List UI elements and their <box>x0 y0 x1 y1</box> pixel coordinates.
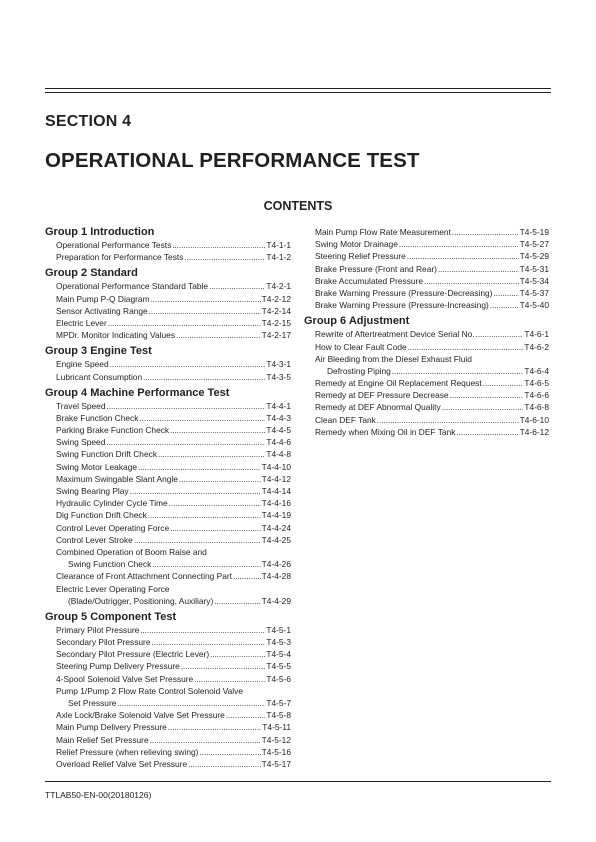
toc-entry-page: T4-4-3 <box>266 412 291 423</box>
toc-entry-page: T4-4-14 <box>261 486 291 496</box>
toc-entry[interactable] <box>304 226 549 238</box>
toc-dot-leader <box>181 661 266 673</box>
toc-dot-leader <box>169 498 261 510</box>
toc-entry[interactable] <box>45 412 291 424</box>
toc-entry-page: T4-4-6 <box>266 437 291 448</box>
toc-group-heading: Group 5 Component Test <box>45 610 177 623</box>
toc-entry-title: Electric Lever Operating Force <box>56 583 170 594</box>
toc-dot-leader <box>226 710 266 722</box>
toc-entry-title: Air Bleeding from the Diesel Exhaust Fluid <box>315 353 472 364</box>
toc-dot-leader <box>209 281 265 293</box>
toc-dot-leader <box>184 252 265 264</box>
toc-entry[interactable] <box>45 251 291 263</box>
toc-dot-leader <box>143 372 265 384</box>
toc-dot-leader <box>456 427 518 439</box>
toc-entry-title: Brake Pressure (Front and Rear) <box>315 263 437 274</box>
toc-entry-title: Pump 1/Pump 2 Flow Rate Control Solenoid Valve <box>56 685 243 696</box>
toc-entry[interactable] <box>45 721 291 733</box>
toc-entry-page: T4-5-17 <box>261 758 291 769</box>
toc-entry-page: T4-1-1 <box>266 240 291 250</box>
toc-group-heading: Group 2 Standard <box>45 267 138 280</box>
toc-entry[interactable] <box>45 497 291 509</box>
toc-entry-title: Remedy at Engine Oil Replacement Request <box>315 378 482 389</box>
toc-entry-title: Rewrite of Aftertreatment Device Serial No. <box>315 329 475 340</box>
toc-entry-title: Operational Performance Tests <box>56 240 172 250</box>
toc-dot-leader <box>170 523 261 535</box>
toc-entry-page: T4-6-12 <box>519 426 549 437</box>
toc-entry-title: Remedy at DEF Abnormal Quality <box>315 402 441 413</box>
toc-entry-page: T4-4-10 <box>261 461 291 472</box>
toc-entry[interactable] <box>45 358 291 370</box>
contents-heading: CONTENTS <box>263 199 333 213</box>
toc-entry-title: Primary Pilot Pressure <box>56 624 140 635</box>
toc-entry[interactable] <box>45 648 291 660</box>
toc-entry[interactable] <box>304 299 549 311</box>
toc-entry-title: Travel Speed <box>56 400 106 411</box>
footer-code: TTLAB50-EN-00(20180126) <box>45 790 152 800</box>
toc-group-heading: Group 1 Introduction <box>45 226 155 238</box>
toc-entry-page: T4-2-12 <box>261 293 291 304</box>
toc-entry[interactable] <box>45 697 291 709</box>
toc-entry-title: Steering Relief Pressure <box>315 251 406 262</box>
toc-dot-leader <box>158 449 265 461</box>
toc-entry-title: Swing Function Drift Check <box>56 449 158 460</box>
toc-entry-title: Set Pressure <box>68 698 117 708</box>
toc-group-heading: Group 3 Engine Test <box>45 345 152 358</box>
toc-entry[interactable] <box>45 329 291 341</box>
toc-entry-page: T4-4-8 <box>266 449 291 460</box>
toc-entry[interactable] <box>45 624 291 636</box>
toc-entry-page: T4-5-34 <box>519 275 549 286</box>
toc-entry-title: Remedy at DEF Pressure Decrease <box>315 390 449 401</box>
toc-dot-leader <box>490 300 519 312</box>
toc-entry[interactable] <box>45 709 291 721</box>
toc-entry-title: Relief Pressure (when relieving swing) <box>56 746 199 757</box>
toc-entry-title: Main Relief Set Pressure <box>56 734 149 745</box>
toc-entry-page: T4-2-14 <box>261 305 291 316</box>
toc-entry-title: Parking Brake Function Check <box>56 425 170 436</box>
toc-entry[interactable] <box>304 263 549 275</box>
toc-entry-title: Main Pump Flow Rate Measurement <box>315 227 451 237</box>
toc-entry[interactable] <box>304 389 549 401</box>
toc-dot-leader <box>140 625 265 637</box>
toc-entry-page: T4-4-16 <box>261 498 291 509</box>
toc-entry[interactable] <box>304 341 549 353</box>
toc-entry-page: T4-4-25 <box>261 534 291 545</box>
toc-entry-page: T4-1-2 <box>266 252 291 263</box>
toc-entry-title: Sensor Activating Range <box>56 305 148 316</box>
toc-entry-title: Lubricant Consumption <box>56 371 143 382</box>
toc-entry-page: T4-3-5 <box>266 371 291 382</box>
toc-entry-title: Combined Operation of Boom Raise and <box>56 546 207 557</box>
toc-entry[interactable] <box>304 250 549 262</box>
toc-entry-title: Axle Lock/Brake Solenoid Valve Set Pressure <box>56 710 225 721</box>
toc-entry-title: Brake Warning Pressure (Pressure-Decreasing) <box>315 287 493 298</box>
toc-dot-leader <box>438 264 519 276</box>
toc-entry-title: Overload Relief Valve Set Pressure <box>56 758 188 769</box>
toc-entry-title: Swing Motor Drainage <box>315 239 398 250</box>
toc-entry[interactable] <box>304 238 549 250</box>
toc-entry-title: Dig Function Drift Check <box>56 510 147 521</box>
top-rule <box>45 88 551 89</box>
toc-entry-page: T4-4-1 <box>266 400 291 411</box>
toc-dot-leader <box>151 294 261 306</box>
toc-entry-title: Brake Accumulated Pressure <box>315 275 423 286</box>
toc-entry-page: T4-5-37 <box>519 287 549 298</box>
toc-entry[interactable] <box>304 353 549 365</box>
toc-entry[interactable] <box>45 685 291 697</box>
toc-entry-title: Clearance of Front Attachment Connecting Part <box>56 571 232 582</box>
toc-dot-leader <box>179 474 261 486</box>
toc-entry-title: Maximum Swingable Slant Angle <box>56 473 178 484</box>
toc-entry-page: T4-6-8 <box>524 402 549 413</box>
top-rule-thin <box>45 92 551 93</box>
toc-entry-title: Electric Lever <box>56 317 107 328</box>
toc-entry-page: T4-5-29 <box>519 251 549 262</box>
toc-entry[interactable] <box>45 280 291 292</box>
toc-entry-title: 4-Spool Solenoid Valve Set Pressure <box>56 673 194 684</box>
toc-entry[interactable] <box>45 673 291 685</box>
toc-entry-title: Operational Performance Standard Table <box>56 281 209 292</box>
toc-entry-page: T4-2-1 <box>266 281 291 292</box>
toc-entry[interactable] <box>45 317 291 329</box>
toc-dot-leader <box>199 747 260 759</box>
toc-entry-title: MPDr. Monitor Indicating Values <box>56 330 176 341</box>
toc-entry-page: T4-5-40 <box>519 300 549 311</box>
toc-entry-page: T4-6-1 <box>524 329 549 340</box>
toc-entry[interactable] <box>45 509 291 521</box>
toc-dot-leader <box>170 425 265 437</box>
toc-entry[interactable] <box>45 522 291 534</box>
toc-group-heading: Group 6 Adjustment <box>304 315 410 328</box>
toc-entry-title: Remedy when Mixing Oil in DEF Tank <box>315 426 456 437</box>
toc-entry[interactable] <box>45 371 291 383</box>
toc-entry-title: Engine Speed <box>56 359 109 370</box>
toc-entry-page: T4-5-6 <box>266 673 291 684</box>
toc-entry[interactable] <box>45 461 291 473</box>
page-title: OPERATIONAL PERFORMANCE TEST <box>45 149 420 172</box>
toc-entry[interactable] <box>45 746 291 758</box>
toc-entry-page: T4-6-2 <box>524 341 549 352</box>
toc-entry[interactable] <box>45 583 291 595</box>
toc-entry-page: T4-5-4 <box>266 649 291 660</box>
bottom-rule <box>45 781 551 782</box>
toc-entry-title: Brake Function Check <box>56 412 139 423</box>
toc-entry[interactable] <box>304 377 549 389</box>
toc-entry[interactable] <box>304 401 549 413</box>
toc-group-heading: Group 4 Machine Performance Test <box>45 386 230 399</box>
toc-entry[interactable] <box>304 287 549 299</box>
toc-entry-page: T4-5-5 <box>266 661 291 672</box>
toc-entry[interactable] <box>45 448 291 460</box>
toc-entry-title: Preparation for Performance Tests <box>56 252 184 263</box>
toc-dot-leader <box>214 596 260 608</box>
toc-dot-leader <box>210 649 265 661</box>
toc-left-column <box>45 226 291 770</box>
toc-entry-title: Hydraulic Cylinder Cycle Time <box>56 498 168 509</box>
toc-entry[interactable] <box>45 239 291 251</box>
section-label: SECTION 4 <box>45 113 132 130</box>
toc-entry-page: T4-4-24 <box>261 522 291 533</box>
toc-entry[interactable] <box>45 305 291 317</box>
toc-entry[interactable] <box>45 558 291 570</box>
toc-entry-page: T4-4-29 <box>261 595 291 606</box>
toc-entry[interactable] <box>45 534 291 546</box>
toc-entry-page: T4-4-26 <box>261 559 291 570</box>
toc-entry[interactable] <box>304 275 549 287</box>
toc-dot-leader <box>483 378 524 390</box>
toc-entry-page: T4-5-31 <box>519 263 549 274</box>
toc-dot-leader <box>176 330 261 342</box>
toc-entry[interactable] <box>45 485 291 497</box>
toc-dot-leader <box>452 227 519 239</box>
toc-dot-leader <box>494 288 519 300</box>
toc-entry-title: Secondary Pilot Pressure (Electric Lever) <box>56 649 210 660</box>
toc-entry-page: T4-5-27 <box>519 239 549 250</box>
toc-dot-leader <box>233 571 261 583</box>
toc-entry-title: (Blade/Outrigger, Positioning, Auxiliary) <box>68 595 214 606</box>
toc-entry[interactable] <box>45 758 291 770</box>
toc-entry[interactable] <box>45 570 291 582</box>
toc-entry[interactable] <box>45 473 291 485</box>
toc-entry-page: T4-6-10 <box>519 414 549 425</box>
toc-dot-leader <box>450 390 524 402</box>
toc-entry-title: Swing Function Check <box>68 559 152 570</box>
toc-entry-title: Control Lever Operating Force <box>56 522 170 533</box>
toc-entry-page: T4-5-19 <box>519 227 549 237</box>
toc-entry-title: Defrosting Piping <box>327 365 391 376</box>
toc-entry-page: T4-3-1 <box>266 359 291 370</box>
toc-entry-page: T4-5-8 <box>266 710 291 721</box>
toc-entry-page: T4-2-15 <box>261 317 291 328</box>
toc-entry-page: T4-5-12 <box>261 734 291 745</box>
toc-entry[interactable] <box>45 636 291 648</box>
toc-entry-title: Steering Pump Delivery Pressure <box>56 661 180 672</box>
toc-entry-title: How to Clear Fault Code <box>315 341 407 352</box>
toc-entry-page: T4-5-1 <box>266 624 291 635</box>
toc-entry[interactable] <box>45 436 291 448</box>
toc-entry-page: T4-2-17 <box>261 330 291 341</box>
toc-entry[interactable] <box>45 734 291 746</box>
toc-entry[interactable] <box>45 293 291 305</box>
toc-entry-page: T4-4-12 <box>261 473 291 484</box>
toc-entry-page: T4-5-11 <box>262 722 291 733</box>
toc-right-column <box>304 226 549 438</box>
toc-entry-page: T4-6-6 <box>524 390 549 401</box>
toc-entry-title: Swing Speed <box>56 437 106 448</box>
toc-entry-page: T4-5-3 <box>266 637 291 648</box>
toc-dot-leader <box>149 306 261 318</box>
toc-entry-page: T4-6-4 <box>524 365 549 376</box>
toc-entry[interactable] <box>304 328 549 340</box>
toc-entry[interactable] <box>304 365 549 377</box>
toc-dot-leader <box>188 759 261 771</box>
toc-entry-title: Brake Warning Pressure (Pressure-Increasing) <box>315 300 489 311</box>
toc-dot-leader <box>442 402 524 414</box>
toc-entry-page: T4-4-5 <box>266 425 291 436</box>
toc-entry-page: T4-5-7 <box>266 698 291 708</box>
toc-entry-title: Swing Motor Leakage <box>56 461 138 472</box>
toc-entry[interactable] <box>45 660 291 672</box>
toc-entry-page: T4-5-16 <box>261 746 291 757</box>
toc-entry-page: T4-4-19 <box>261 510 291 521</box>
toc-entry-page: T4-4-28 <box>261 571 291 582</box>
toc-entry[interactable] <box>45 400 291 412</box>
toc-entry[interactable] <box>45 595 291 607</box>
toc-entry-title: Swing Bearing Play <box>56 486 129 496</box>
toc-entry-title: Main Pump P-Q Diagram <box>56 293 150 304</box>
toc-entry-title: Main Pump Delivery Pressure <box>56 722 167 733</box>
toc-entry[interactable] <box>45 424 291 436</box>
toc-entry-page: T4-6-5 <box>524 378 549 389</box>
toc-dot-leader <box>476 329 524 341</box>
toc-entry-title: Control Lever Stroke <box>56 534 133 545</box>
toc-entry-title: Secondary Pilot Pressure <box>56 637 151 648</box>
toc-entry-title: Clean DEF Tank <box>315 414 376 425</box>
toc-entry[interactable] <box>304 426 549 438</box>
toc-dot-leader <box>172 240 265 252</box>
toc-entry[interactable] <box>304 414 549 426</box>
toc-entry[interactable] <box>45 546 291 558</box>
toc-dot-leader <box>399 239 519 251</box>
toc-dot-leader <box>168 722 262 734</box>
